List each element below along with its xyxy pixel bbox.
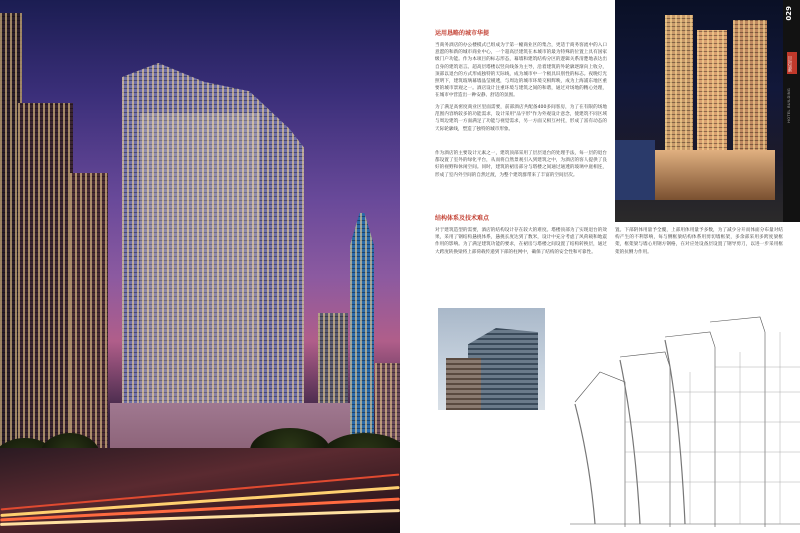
- photo-podium: [645, 150, 775, 200]
- page-number: 029: [785, 6, 793, 21]
- section2-paragraph-continued: 置。下部阴体用量予全覆，上部用体用量予多数，为了减少分开而体面分布量对结构产生的不利影响，每与侧框梁结构体系用剪切墙框架，多余部采用多跨度梁框架，框架梁与墙心用钢方钢格，在对应处设备层设置了钢导剪刀，以进一步采用框架的抗侧力作用。: [615, 228, 783, 255]
- drawing-outline: [575, 372, 625, 527]
- section-drawing: [570, 312, 800, 533]
- section1-paragraph-2: 为了满足高密度商业区里面需要，前部酒店共配备400多间客房，为了在有限的场地范围内容纳较多的功能需求，设计采用"品字形"作为外观设计意念，使建筑不同区域与周边建筑一方面满足了功能与视觉需求，另一方面又相互衬托，形成了富有动态的天际轮廓线，塑造了独特的城市形象。: [435, 105, 607, 132]
- section1-paragraph-1: 当商务酒店的办公楼模式已组成为于第一幢商业区的集合，更适于商务客流中的入口意愿的和新的城市商业中心，一个超高层建筑在本城市的最为特殊的位置上具有国家级门户功能。作为本项目的标志形态，幕墙和建筑结构分区的逻辑关系清楚地表达出自身的建筑语言。超高层塔楼以竖向线条为主导，沿着建筑的外轮廓逐渐向上收分，顶部以退台的方式形成独特的天际线，成为城市中一个极具识别性的标志。夜晚灯光照明下，建筑玻璃幕墙晶莹剔透，与周边的城市环境交相辉映，成为上海浦东地区重要的城市景观之一。酒店设计注重环境与建筑之间的和谐，通过对场地的精心处理，在城市中营造出一种安静、舒适的氛围。: [435, 43, 607, 99]
- section1-paragraph-3: 作为酒店的主要设计元素之一，建筑顶部采用了层层退台的处理手法，每一层的退台都设置了室外的绿化平台，从而将自然景观引入到建筑之中，为酒店的客人提供了良好的视野和休闲空间。同时，建筑的裙房部分与塔楼之间通过通透的玻璃中庭相连，形成了室内外空间的自然过渡，为整个建筑群带来了丰富的空间层次。: [435, 151, 607, 178]
- category-subtitle: HOTEL BUILDING: [787, 88, 791, 123]
- construction-photo: [438, 308, 545, 410]
- drawing-curve: [575, 404, 595, 524]
- photo-podium-left: [615, 140, 655, 200]
- drawing-curve: [665, 340, 685, 524]
- category-label: 建筑项目: [787, 56, 792, 72]
- section2-heading: 结构体系及技术难点: [435, 215, 490, 222]
- drawing-curve: [620, 360, 640, 524]
- photo-building-left: [446, 358, 481, 410]
- page-side-tab: [783, 0, 800, 222]
- section1-heading: 运用恳略的城市华提: [435, 30, 490, 37]
- aerial-night-photo: [615, 0, 783, 222]
- text-page: [400, 0, 800, 533]
- drawing-outline: [620, 352, 670, 527]
- section2-paragraph: 对于建筑造型的需要，酒店的结构设计存在较大的难度。塔楼顶部为了实现退台的效果，采用了钢结构悬挑体系，悬挑长度达到了数米，设计中充分考虑了风荷载和地震作用的影响。为了满足建筑功能的要求，在裙房与塔楼之间设置了结构转换层，通过大跨度转换梁将上部荷载传递到下部的柱网中，确保了结构的安全性和可靠性。: [435, 228, 607, 255]
